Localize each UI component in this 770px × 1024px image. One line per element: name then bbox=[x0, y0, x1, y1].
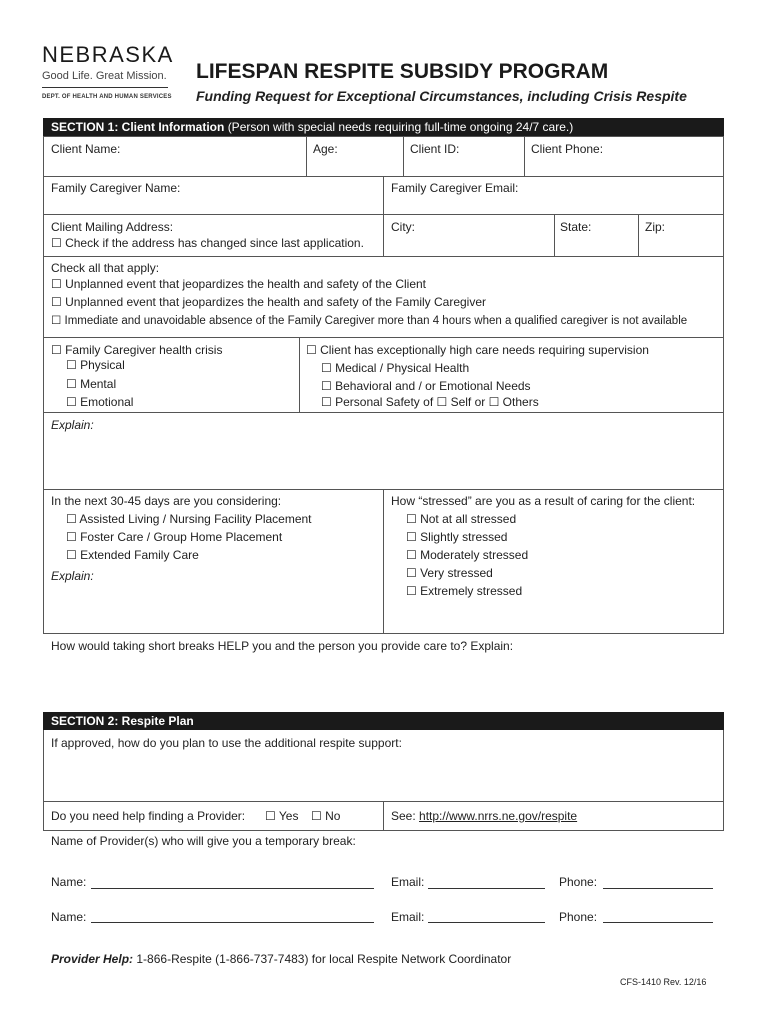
health-crisis-checkbox[interactable]: ☐ Family Caregiver health crisis bbox=[51, 343, 223, 357]
section2-header bbox=[43, 712, 724, 730]
provider1-email-label: Email: bbox=[391, 875, 425, 889]
mental-checkbox[interactable]: ☐ Mental bbox=[66, 377, 117, 391]
plan-question-field[interactable]: If approved, how do you plan to use the additional respite support: bbox=[51, 736, 402, 750]
row-divider bbox=[43, 412, 724, 413]
behavioral-checkbox[interactable]: ☐ Behavioral and / or Emotional Needs bbox=[321, 379, 531, 393]
stress-none-checkbox[interactable]: ☐ Not at all stressed bbox=[406, 512, 517, 526]
form-id: CFS-1410 Rev. 12/16 bbox=[620, 977, 707, 987]
provider-help-label: Provider Help: bbox=[51, 952, 134, 966]
provider2-email-input[interactable] bbox=[428, 922, 545, 923]
stress-very-checkbox[interactable]: ☐ Very stressed bbox=[406, 566, 493, 580]
medical-checkbox[interactable]: ☐ Medical / Physical Health bbox=[321, 361, 470, 375]
city-field[interactable]: City: bbox=[391, 220, 415, 234]
foster-care-checkbox[interactable]: ☐ Foster Care / Group Home Placement bbox=[66, 530, 283, 544]
see-resource bbox=[391, 809, 577, 823]
high-needs-checkbox[interactable]: ☐ Client has exceptionally high care needs requiring supervision bbox=[306, 343, 649, 357]
provider-names-question: Name of Provider(s) who will give you a temporary break: bbox=[51, 834, 356, 848]
col-divider bbox=[723, 730, 724, 830]
mailing-address-field[interactable]: Client Mailing Address: bbox=[51, 220, 174, 234]
provider2-phone-input[interactable] bbox=[603, 922, 713, 923]
respite-link[interactable]: http://www.nrrs.ne.gov/respite bbox=[419, 809, 578, 823]
provider1-phone-input[interactable] bbox=[603, 888, 713, 889]
no-checkbox[interactable]: ☐ No bbox=[311, 809, 341, 823]
col-divider bbox=[383, 489, 384, 634]
logo-divider bbox=[42, 87, 168, 88]
col-divider bbox=[43, 730, 44, 830]
section1-heading: SECTION 1: Client Information bbox=[51, 120, 225, 134]
yes-checkbox[interactable]: ☐ Yes bbox=[265, 809, 299, 823]
caregiver-name-field[interactable]: Family Caregiver Name: bbox=[51, 181, 181, 195]
provider1-name-label: Name: bbox=[51, 875, 87, 889]
nebraska-logo: NEBRASKA bbox=[42, 42, 174, 67]
col-divider bbox=[383, 176, 384, 256]
considering-label: In the next 30-45 days are you considering: bbox=[51, 494, 282, 508]
stress-moderate-checkbox[interactable]: ☐ Moderately stressed bbox=[406, 548, 529, 562]
col-divider bbox=[638, 214, 639, 256]
assisted-living-checkbox[interactable]: ☐ Assisted Living / Nursing Facility Placement bbox=[66, 512, 312, 526]
provider1-phone-label: Phone: bbox=[559, 875, 598, 889]
explain-considering-field[interactable]: Explain: bbox=[51, 569, 94, 583]
age-field[interactable]: Age: bbox=[313, 142, 338, 156]
client-phone-field[interactable]: Client Phone: bbox=[531, 142, 604, 156]
see-label: See: bbox=[391, 809, 416, 823]
caregiver-email-field[interactable]: Family Caregiver Email: bbox=[391, 181, 519, 195]
logo-dept: DEPT. OF HEALTH AND HUMAN SERVICES bbox=[42, 94, 172, 100]
event-client-checkbox[interactable]: ☐ Unplanned event that jeopardizes the health and safety of the Client bbox=[51, 277, 427, 291]
provider-help-question: Do you need help finding a Provider: bbox=[51, 809, 246, 823]
col-divider bbox=[383, 801, 384, 830]
provider2-email-label: Email: bbox=[391, 910, 425, 924]
provider-help-line bbox=[51, 952, 511, 966]
emotional-checkbox[interactable]: ☐ Emotional bbox=[66, 395, 134, 409]
row-divider bbox=[43, 830, 724, 831]
address-changed-checkbox[interactable]: ☐ Check if the address has changed since last application. bbox=[51, 236, 364, 250]
provider1-email-input[interactable] bbox=[428, 888, 545, 889]
state-field[interactable]: State: bbox=[560, 220, 592, 234]
breaks-question-field[interactable]: How would taking short breaks HELP you and the person you provide care to? Explain: bbox=[51, 639, 514, 653]
col-divider bbox=[554, 214, 555, 256]
provider1-name-input[interactable] bbox=[91, 888, 374, 889]
client-id-field[interactable]: Client ID: bbox=[410, 142, 460, 156]
provider2-name-label: Name: bbox=[51, 910, 87, 924]
provider2-phone-label: Phone: bbox=[559, 910, 598, 924]
event-absence-checkbox[interactable]: ☐ Immediate and unavoidable absence of the Family Caregiver more than 4 hours when a qualified caregiver is not available bbox=[51, 315, 688, 327]
zip-field[interactable]: Zip: bbox=[645, 220, 666, 234]
stressed-question: How “stressed” are you as a result of caring for the client: bbox=[391, 494, 696, 508]
row-divider bbox=[43, 256, 724, 257]
personal-safety-checkbox[interactable]: ☐ Personal Safety of ☐ Self or ☐ Others bbox=[321, 395, 539, 409]
col-divider bbox=[403, 136, 404, 176]
provider2-name-input[interactable] bbox=[91, 922, 374, 923]
row-divider bbox=[43, 337, 724, 338]
section1-header bbox=[43, 118, 724, 136]
event-caregiver-checkbox[interactable]: ☐ Unplanned event that jeopardizes the health and safety of the Family Caregiver bbox=[51, 295, 487, 309]
provider-help-text: 1-866-Respite (1-866-737-7483) for local Respite Network Coordinator bbox=[136, 952, 512, 966]
stress-extreme-checkbox[interactable]: ☐ Extremely stressed bbox=[406, 584, 523, 598]
col-divider bbox=[306, 136, 307, 176]
section1-heading-note: (Person with special needs requiring full-time ongoing 24/7 care.) bbox=[227, 120, 574, 134]
logo-tagline: Good Life. Great Mission. bbox=[42, 70, 167, 82]
stress-slight-checkbox[interactable]: ☐ Slightly stressed bbox=[406, 530, 508, 544]
client-name-field[interactable]: Client Name: bbox=[51, 142, 121, 156]
page-title: LIFESPAN RESPITE SUBSIDY PROGRAM bbox=[196, 60, 609, 83]
section2-heading: SECTION 2: Respite Plan bbox=[51, 714, 194, 728]
check-all-label: Check all that apply: bbox=[51, 261, 160, 275]
explain-field[interactable]: Explain: bbox=[51, 418, 94, 432]
page-subtitle: Funding Request for Exceptional Circumstances, including Crisis Respite bbox=[196, 88, 687, 104]
col-divider bbox=[299, 337, 300, 412]
extended-family-checkbox[interactable]: ☐ Extended Family Care bbox=[66, 548, 199, 562]
col-divider bbox=[524, 136, 525, 176]
physical-checkbox[interactable]: ☐ Physical bbox=[66, 358, 125, 372]
